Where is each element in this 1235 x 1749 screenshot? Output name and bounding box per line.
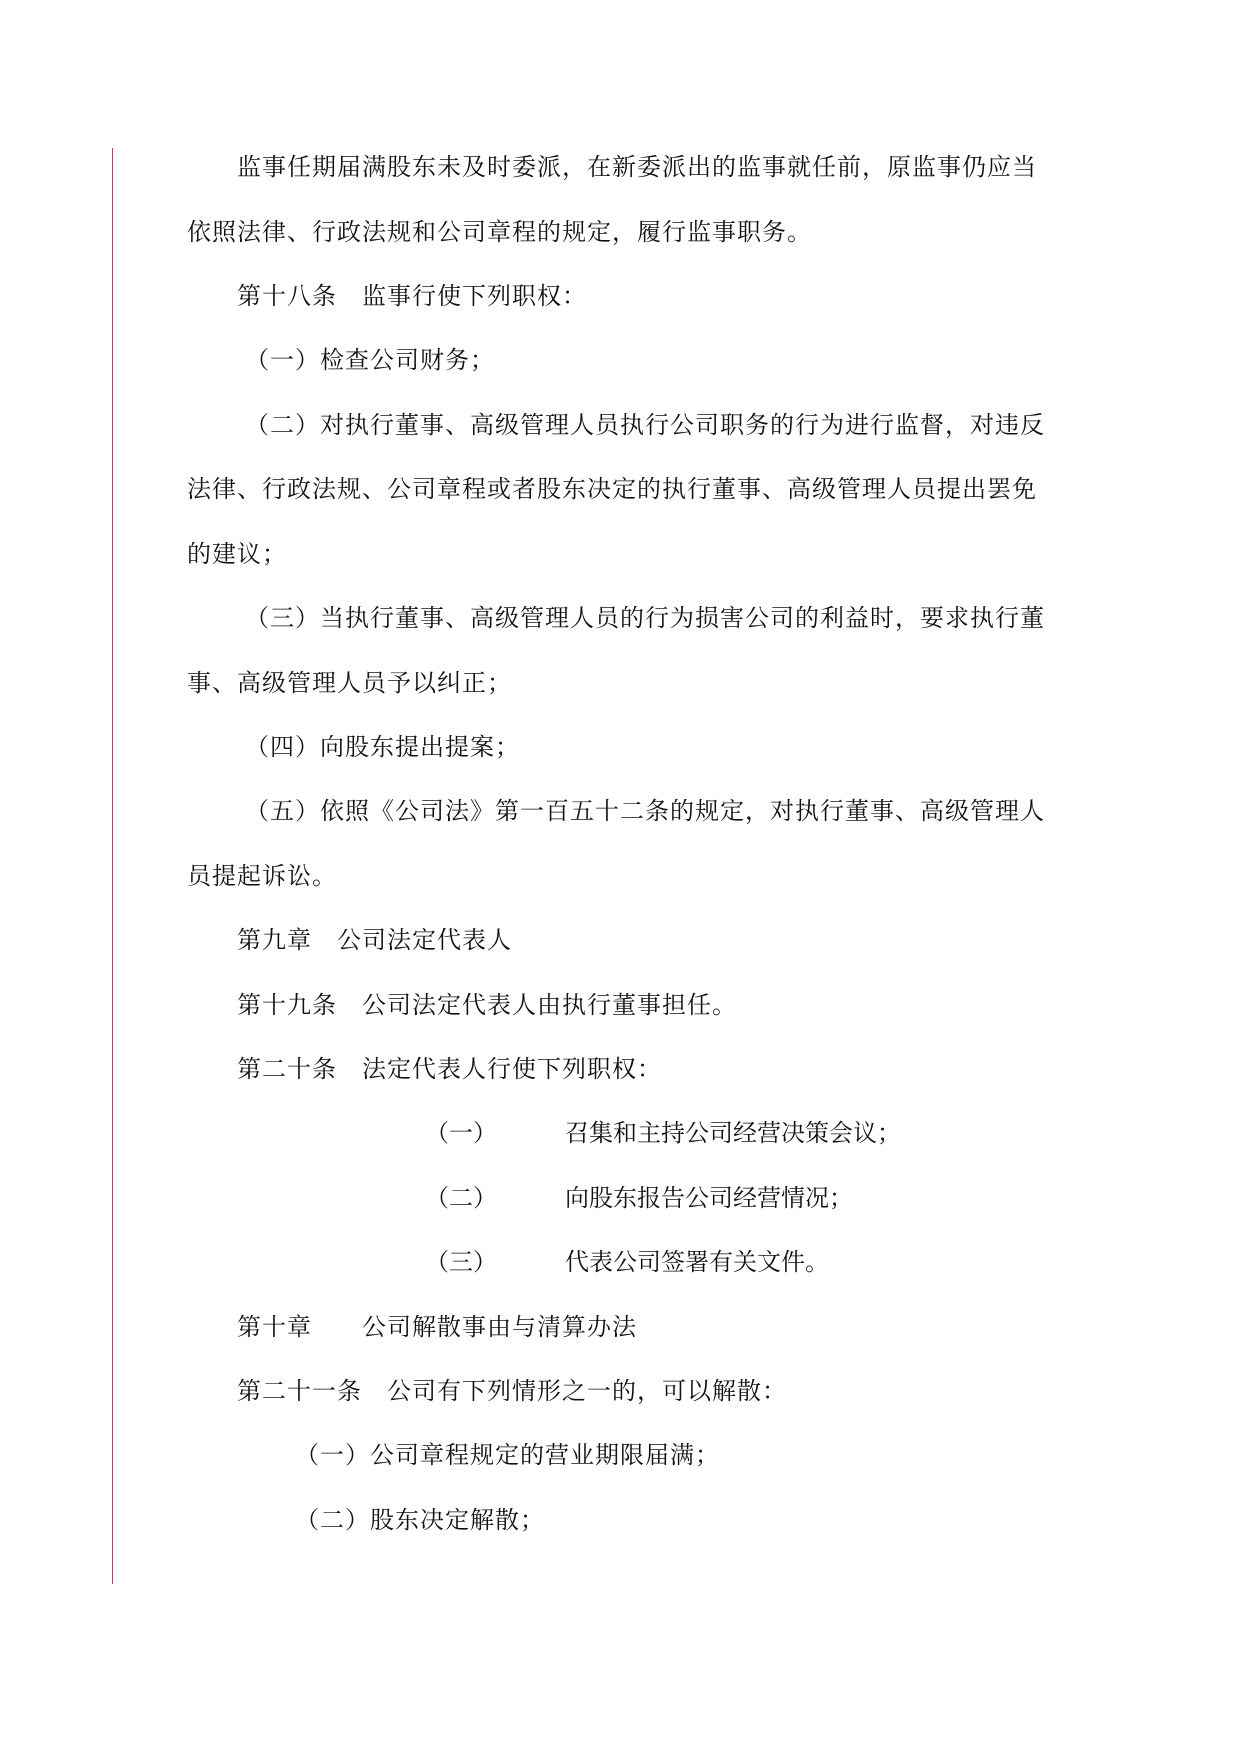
paragraph-line: 事、高级管理人员予以纠正； — [187, 669, 512, 697]
list-item: （二）对执行董事、高级管理人员执行公司职务的行为进行监督，对违反 — [245, 411, 1045, 439]
numbered-item-text: 召集和主持公司经营决策会议； — [565, 1119, 901, 1147]
list-item: （二）股东决定解散； — [295, 1506, 545, 1534]
numbered-item-text: 向股东报告公司经营情况； — [565, 1184, 853, 1212]
chapter-heading: 第九章 公司法定代表人 — [237, 926, 512, 954]
article-heading: 第十九条 公司法定代表人由执行董事担任。 — [237, 991, 737, 1019]
paragraph-line: 依照法律、行政法规和公司章程的规定，履行监事职务。 — [187, 218, 812, 246]
numbered-item-number: （一） — [425, 1119, 497, 1147]
paragraph-line: 法律、行政法规、公司章程或者股东决定的执行董事、高级管理人员提出罢免 — [187, 475, 1037, 503]
list-item: （五）依照《公司法》第一百五十二条的规定，对执行董事、高级管理人 — [245, 797, 1045, 825]
paragraph-line: 的建议； — [187, 540, 287, 568]
list-item: （一）检查公司财务； — [245, 346, 495, 374]
article-heading: 第二十一条 公司有下列情形之一的，可以解散： — [237, 1377, 787, 1405]
numbered-item-number: （三） — [425, 1248, 497, 1276]
paragraph-line: 员提起诉讼。 — [187, 862, 337, 890]
paragraph-line: 监事任期届满股东未及时委派，在新委派出的监事就任前，原监事仍应当 — [237, 153, 1037, 181]
margin-rule — [112, 148, 113, 1584]
chapter-heading: 第十章 公司解散事由与清算办法 — [237, 1313, 637, 1341]
numbered-item-text: 代表公司签署有关文件。 — [565, 1248, 829, 1276]
list-item: （三）当执行董事、高级管理人员的行为损害公司的利益时，要求执行董 — [245, 604, 1045, 632]
list-item: （一）公司章程规定的营业期限届满； — [295, 1441, 720, 1469]
list-item: （四）向股东提出提案； — [245, 733, 520, 761]
article-heading: 第二十条 法定代表人行使下列职权： — [237, 1055, 662, 1083]
numbered-item-number: （二） — [425, 1184, 497, 1212]
article-heading: 第十八条 监事行使下列职权： — [237, 282, 587, 310]
